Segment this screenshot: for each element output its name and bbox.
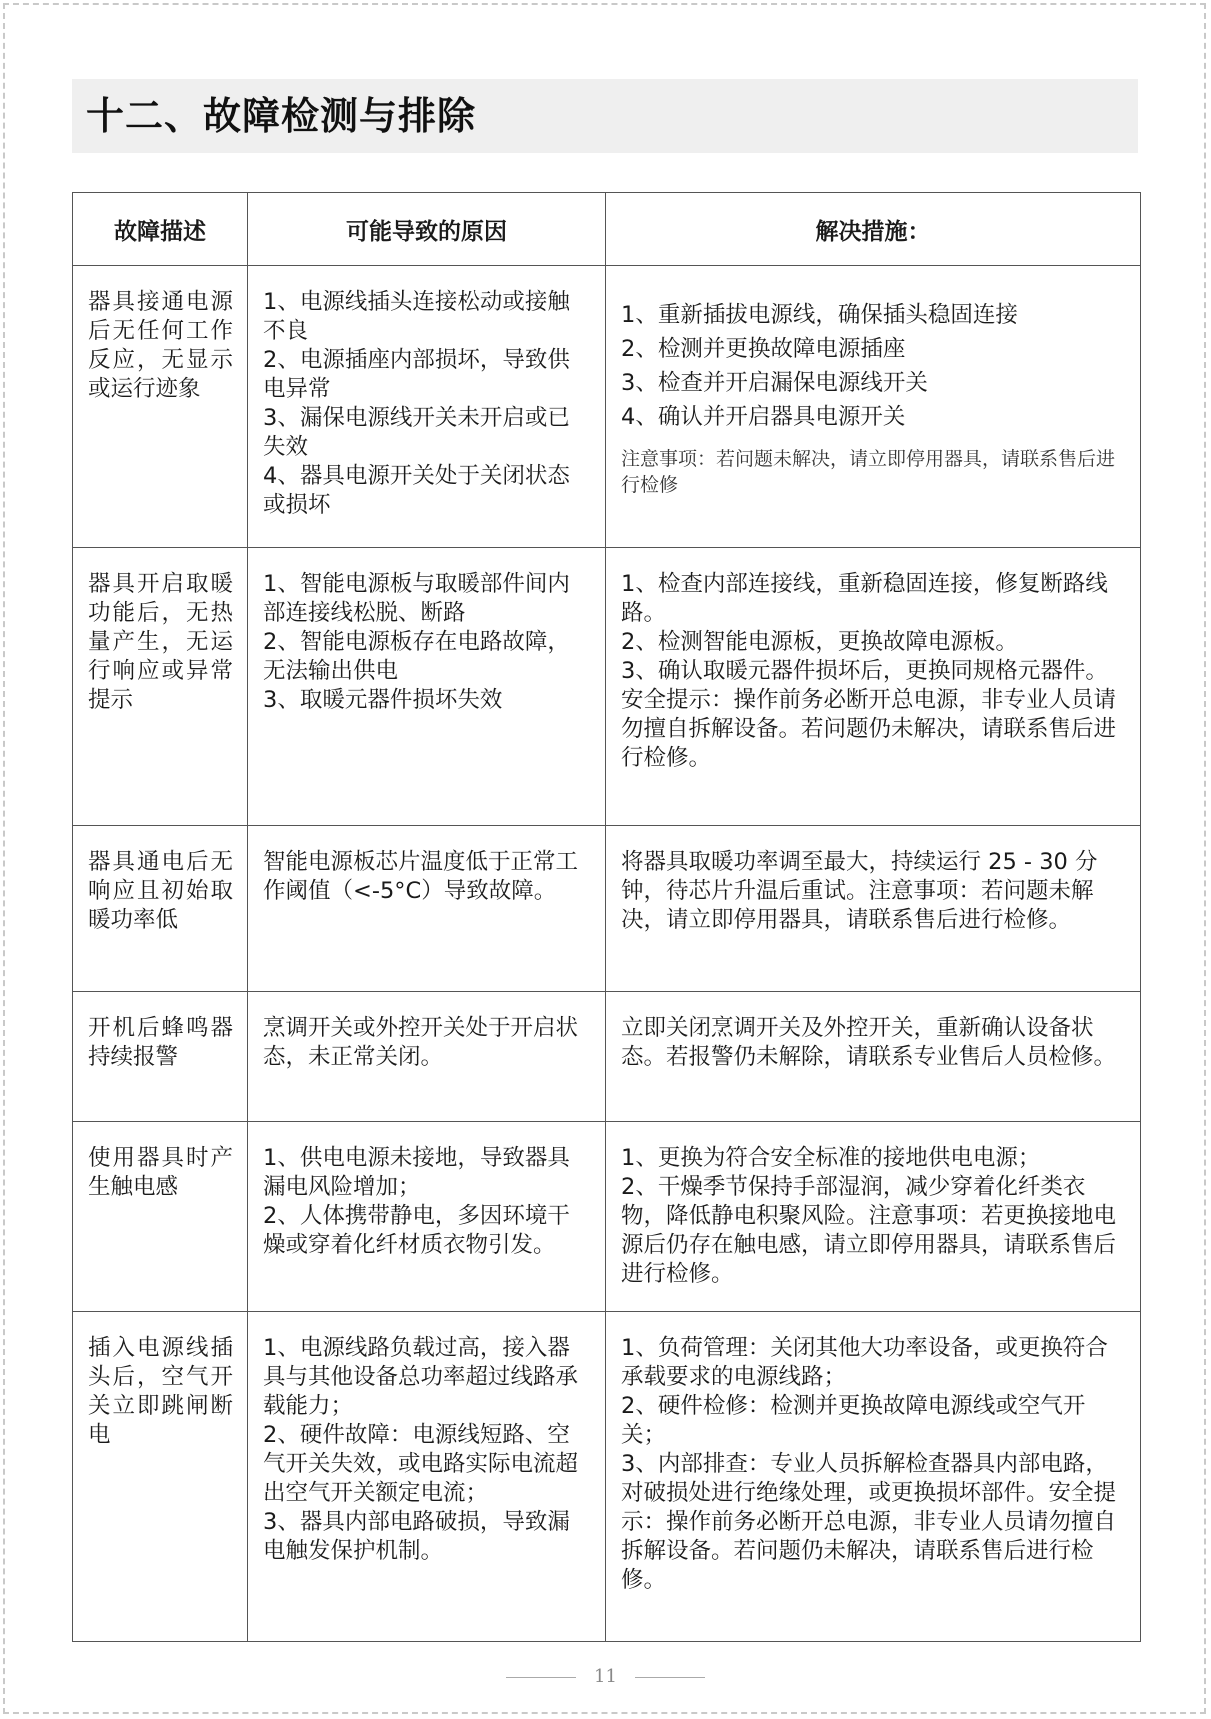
solution-item: 2、硬件检修：检测并更换故障电源线或空气开关； — [621, 1393, 1086, 1448]
fault-solutions — [606, 1122, 1141, 1312]
header-possible-causes: 可能导致的原因 — [248, 193, 606, 266]
table-row — [73, 266, 1141, 548]
fault-solutions — [606, 826, 1141, 992]
fault-causes — [248, 266, 606, 548]
fault-solutions — [606, 992, 1141, 1122]
solution-item: 将器具取暖功率调至最大，持续运行 25 - 30 分钟，待芯片升温后重试。注意事项：若问题未解决，请立即停用器具，请联系售后进行检修。 — [621, 849, 1098, 933]
cause-item: 4、器具电源开关处于关闭状态或损坏 — [263, 463, 570, 518]
cause-item: 2、人体携带静电，多因环境干燥或穿着化纤材质衣物引发。 — [263, 1203, 570, 1258]
page-number: 11 — [594, 1666, 617, 1687]
solution-item: 2、检测并更换故障电源插座 — [621, 336, 906, 362]
solution-item: 3、确认取暖元器件损坏后，更换同规格元器件。安全提示：操作前务必断开总电源，非专业人员请勿擅自拆解设备。若问题仍未解决，请联系售后进行检修。 — [621, 658, 1117, 771]
cause-item: 1、供电电源未接地，导致器具漏电风险增加； — [263, 1145, 570, 1200]
cause-item: 1、电源线路负载过高，接入器具与其他设备总功率超过线路承载能力； — [263, 1335, 579, 1419]
cause-item: 3、漏保电源线开关未开启或已失效 — [263, 405, 570, 460]
fault-causes — [248, 992, 606, 1122]
page-footer — [0, 1666, 1211, 1690]
fault-description: 器具通电后无响应且初始取暖功率低 — [73, 826, 248, 992]
table-row — [73, 1122, 1141, 1312]
fault-causes — [248, 548, 606, 826]
solution-item: 3、内部排查：专业人员拆解检查器具内部电路，对破损处进行绝缘处理，或更换损坏部件。安全提示：操作前务必断开总电源，非专业人员请勿擅自拆解设备。若问题仍未解决，请联系售后进行检修。 — [621, 1451, 1117, 1593]
solution-item: 1、检查内部连接线，重新稳固连接，修复断路线路。 — [621, 571, 1108, 626]
fault-solutions — [606, 266, 1141, 548]
cause-item: 2、硬件故障：电源线短路、空气开关失效，或电路实际电流超出空气开关额定电流； — [263, 1422, 579, 1506]
cause-item: 1、智能电源板与取暖部件间内部连接线松脱、断路 — [263, 571, 570, 626]
table-row — [73, 992, 1141, 1122]
fault-causes — [248, 826, 606, 992]
solution-item: 4、确认并开启器具电源开关 — [621, 404, 906, 430]
cause-item: 3、取暖元器件损坏失效 — [263, 687, 503, 713]
cause-item: 智能电源板芯片温度低于正常工作阈值（<-5°C）导致故障。 — [263, 849, 579, 904]
cause-item: 3、器具内部电路破损，导致漏电触发保护机制。 — [263, 1509, 570, 1564]
table-header-row — [73, 193, 1141, 266]
page-title: 十二、故障检测与排除 — [86, 93, 477, 138]
cause-item: 2、电源插座内部损坏，导致供电异常 — [263, 347, 570, 402]
fault-description: 器具接通电源后无任何工作反应，无显示或运行迹象 — [73, 266, 248, 548]
table-row — [73, 1312, 1141, 1642]
solution-item: 2、干燥季节保持手部湿润，减少穿着化纤类衣物，降低静电积聚风险。注意事项：若更换接地电源后仍存在触电感，请立即停用器具，请联系售后进行检修。 — [621, 1174, 1117, 1287]
fault-description: 器具开启取暖功能后，无热量产生，无运行响应或异常提示 — [73, 548, 248, 826]
fault-causes — [248, 1122, 606, 1312]
cause-item: 1、电源线插头连接松动或接触不良 — [263, 289, 570, 344]
troubleshooting-table — [72, 192, 1141, 1642]
solution-item: 2、检测智能电源板，更换故障电源板。 — [621, 629, 1018, 655]
table-row — [73, 548, 1141, 826]
solution-item: 1、负荷管理：关闭其他大功率设备，或更换符合承载要求的电源线路； — [621, 1335, 1108, 1390]
fault-causes — [248, 1312, 606, 1642]
solution-item: 1、重新插拔电源线，确保插头稳固连接 — [621, 302, 1018, 328]
note-text: 注意事项：若问题未解决，请立即停用器具，请联系售后进行检修 — [621, 448, 1116, 496]
solution-item: 1、更换为符合安全标准的接地供电电源； — [621, 1145, 1041, 1171]
table-row — [73, 826, 1141, 992]
fault-solutions — [606, 1312, 1141, 1642]
fault-solutions — [606, 548, 1141, 826]
cause-item: 2、智能电源板存在电路故障，无法输出供电 — [263, 629, 570, 684]
header-solutions: 解决措施： — [606, 193, 1141, 266]
header-fault-description: 故障描述 — [73, 193, 248, 266]
cause-item: 烹调开关或外控开关处于开启状态，未正常关闭。 — [263, 1015, 579, 1070]
footer-rule-left — [506, 1677, 576, 1678]
footer-rule-right — [635, 1677, 705, 1678]
fault-description: 开机后蜂鸣器持续报警 — [73, 992, 248, 1122]
solution-item: 3、检查并开启漏保电源线开关 — [621, 370, 928, 396]
solution-item: 立即关闭烹调开关及外控开关，重新确认设备状态。若报警仍未解除，请联系专业售后人员检修。 — [621, 1015, 1117, 1070]
section-header — [72, 79, 1138, 153]
fault-description: 插入电源线插头后，空气开关立即跳闸断电 — [73, 1312, 248, 1642]
fault-description: 使用器具时产生触电感 — [73, 1122, 248, 1312]
